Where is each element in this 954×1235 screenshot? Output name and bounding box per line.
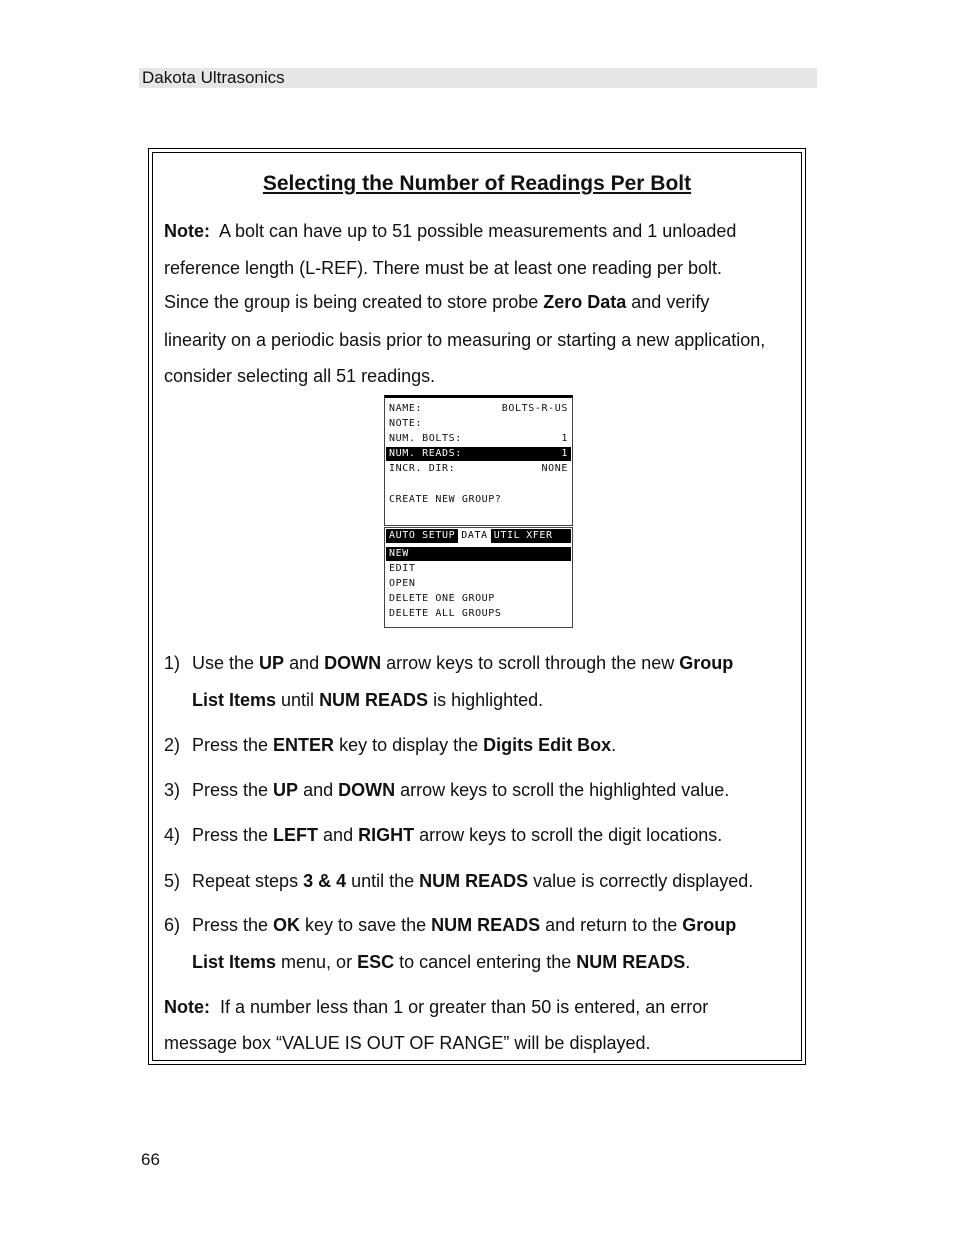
tab-auto-setup: AUTO SETUP — [386, 529, 458, 543]
data-menu-screen — [384, 527, 573, 628]
note-line: Since the group is being created to store probe Zero Data and verify — [164, 292, 710, 312]
note-2-line: Note: If a number less than 1 or greater than 50 is entered, an error — [164, 997, 709, 1017]
lcd-row-note: NOTE: — [389, 418, 423, 429]
step-3: 3) Press the UP and DOWN arrow keys to scroll the highlighted value. — [164, 780, 730, 800]
lcd-row-incr-dir: INCR. DIR: NONE — [389, 463, 568, 474]
lcd-row-num-reads: NUM. READS: 1 — [386, 447, 571, 461]
page-header — [139, 68, 817, 88]
page-number: 66 — [141, 1150, 160, 1169]
note-line: linearity on a periodic basis prior to measuring or starting a new application, — [164, 330, 766, 350]
menu-tabs — [386, 529, 571, 543]
note-line: reference length (L-REF). There must be at least one reading per bolt. — [164, 258, 722, 278]
note-line: Note: A bolt can have up to 51 possible measurements and 1 unloaded — [164, 221, 737, 241]
menu-item-edit: EDIT — [389, 563, 416, 574]
lcd-row-num-bolts: NUM. BOLTS: 1 — [389, 433, 568, 444]
note-2-line: message box “VALUE IS OUT OF RANGE” will be displayed. — [164, 1033, 651, 1053]
tab-data: DATA — [458, 529, 490, 543]
step-5: 5) Repeat steps 3 & 4 until the NUM READS value is correctly displayed. — [164, 871, 754, 891]
company-name: Dakota Ultrasonics — [142, 68, 285, 87]
menu-item-delete-one: DELETE ONE GROUP — [389, 593, 495, 604]
note-line: consider selecting all 51 readings. — [164, 366, 436, 386]
step-1-cont: List Items until NUM READS is highlighted. — [192, 690, 544, 710]
menu-item-open: OPEN — [389, 578, 416, 589]
step-2: 2) Press the ENTER key to display the Digits Edit Box. — [164, 735, 617, 755]
tab-util: UTIL — [491, 529, 523, 543]
tab-xfer: XFER — [523, 529, 555, 543]
menu-item-delete-all: DELETE ALL GROUPS — [389, 608, 502, 619]
step-6-cont: List Items menu, or ESC to cancel entering the NUM READS. — [192, 952, 691, 972]
step-6: 6) Press the OK key to save the NUM READS and return to the Group — [164, 915, 737, 935]
step-4: 4) Press the LEFT and RIGHT arrow keys to scroll the digit locations. — [164, 825, 723, 845]
menu-item-new: NEW — [386, 547, 571, 561]
step-1: 1) Use the UP and DOWN arrow keys to scroll through the new Group — [164, 653, 734, 673]
group-setup-screen — [384, 395, 573, 526]
lcd-row-name: NAME: BOLTS-R-US — [389, 403, 568, 414]
lcd-row-create-group: CREATE NEW GROUP? — [389, 494, 502, 505]
section-title: Selecting the Number of Readings Per Bolt — [262, 172, 692, 195]
